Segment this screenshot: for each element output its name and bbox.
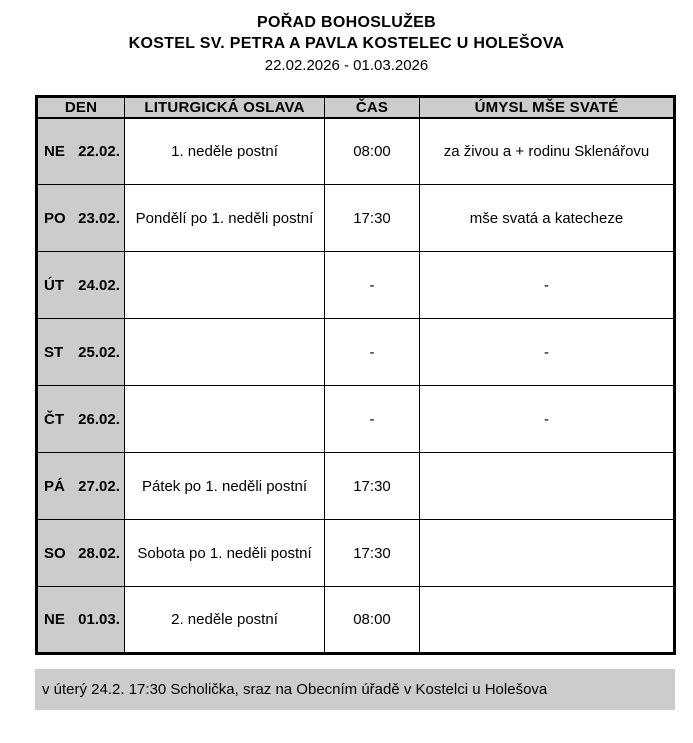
time-cell: 17:30 — [325, 185, 420, 252]
intention-cell: mše svatá a katecheze — [420, 185, 675, 252]
document-header — [0, 0, 693, 77]
celebration-cell: 2. neděle postní — [125, 587, 325, 654]
celebration-cell: Pondělí po 1. neděli postní — [125, 185, 325, 252]
time-cell: - — [325, 386, 420, 453]
intention-cell — [420, 587, 675, 654]
day-abbr: PO — [44, 209, 66, 227]
day-date: 22.02. — [78, 142, 120, 160]
intention-cell — [420, 453, 675, 520]
day-cell — [37, 520, 125, 587]
table-row — [37, 386, 675, 453]
table-row — [37, 520, 675, 587]
day-abbr: NE — [44, 142, 65, 160]
footer-note: v úterý 24.2. 17:30 Scholička, sraz na Obecním úřadě v Kostelci u Holešova — [35, 669, 675, 710]
date-range: 22.02.2026 - 01.03.2026 — [264, 57, 429, 74]
day-date: 27.02. — [78, 477, 120, 495]
celebration-cell: Sobota po 1. neděli postní — [125, 520, 325, 587]
intention-cell: - — [420, 386, 675, 453]
table-row — [37, 587, 675, 654]
day-cell — [37, 587, 125, 654]
intention-cell: za živou a + rodinu Sklenářovu — [420, 118, 675, 185]
day-abbr: ÚT — [44, 276, 64, 294]
page-title: POŘAD BOHOSLUŽEB — [256, 14, 437, 31]
intention-cell — [420, 520, 675, 587]
celebration-cell — [125, 319, 325, 386]
intention-cell: - — [420, 252, 675, 319]
day-cell — [37, 453, 125, 520]
table-row — [37, 252, 675, 319]
schedule-table — [35, 95, 676, 655]
table-row — [37, 185, 675, 252]
time-cell: - — [325, 319, 420, 386]
table-row — [37, 319, 675, 386]
time-cell: 08:00 — [325, 587, 420, 654]
day-abbr: ST — [44, 343, 64, 361]
time-cell: 17:30 — [325, 453, 420, 520]
day-abbr: NE — [44, 611, 65, 628]
celebration-cell — [125, 386, 325, 453]
day-cell — [37, 319, 125, 386]
celebration-cell: 1. neděle postní — [125, 118, 325, 185]
column-header-cas: ČAS — [325, 97, 420, 118]
day-cell — [37, 252, 125, 319]
intention-cell: - — [420, 319, 675, 386]
column-header-den: DEN — [37, 97, 125, 118]
day-date: 23.02. — [78, 209, 120, 227]
day-cell — [37, 118, 125, 185]
time-cell: 17:30 — [325, 520, 420, 587]
celebration-cell: Pátek po 1. neděli postní — [125, 453, 325, 520]
celebration-cell — [125, 252, 325, 319]
table-header-row — [37, 97, 675, 118]
page-subtitle: KOSTEL SV. PETRA A PAVLA KOSTELEC U HOLEŠOVA — [128, 35, 565, 52]
day-cell — [37, 185, 125, 252]
day-date: 25.02. — [78, 343, 120, 361]
day-abbr: ČT — [44, 410, 64, 428]
day-date: 28.02. — [78, 544, 120, 562]
day-date: 26.02. — [78, 410, 120, 428]
day-abbr: SO — [44, 544, 66, 562]
time-cell: - — [325, 252, 420, 319]
table-row — [37, 118, 675, 185]
table-row — [37, 453, 675, 520]
time-cell: 08:00 — [325, 118, 420, 185]
day-cell — [37, 386, 125, 453]
day-abbr: PÁ — [44, 477, 65, 495]
day-date: 24.02. — [78, 276, 120, 294]
column-header-umysl: ÚMYSL MŠE SVATÉ — [420, 97, 675, 118]
column-header-liturgicka-oslava: LITURGICKÁ OSLAVA — [125, 97, 325, 118]
day-date: 01.03. — [78, 611, 120, 628]
